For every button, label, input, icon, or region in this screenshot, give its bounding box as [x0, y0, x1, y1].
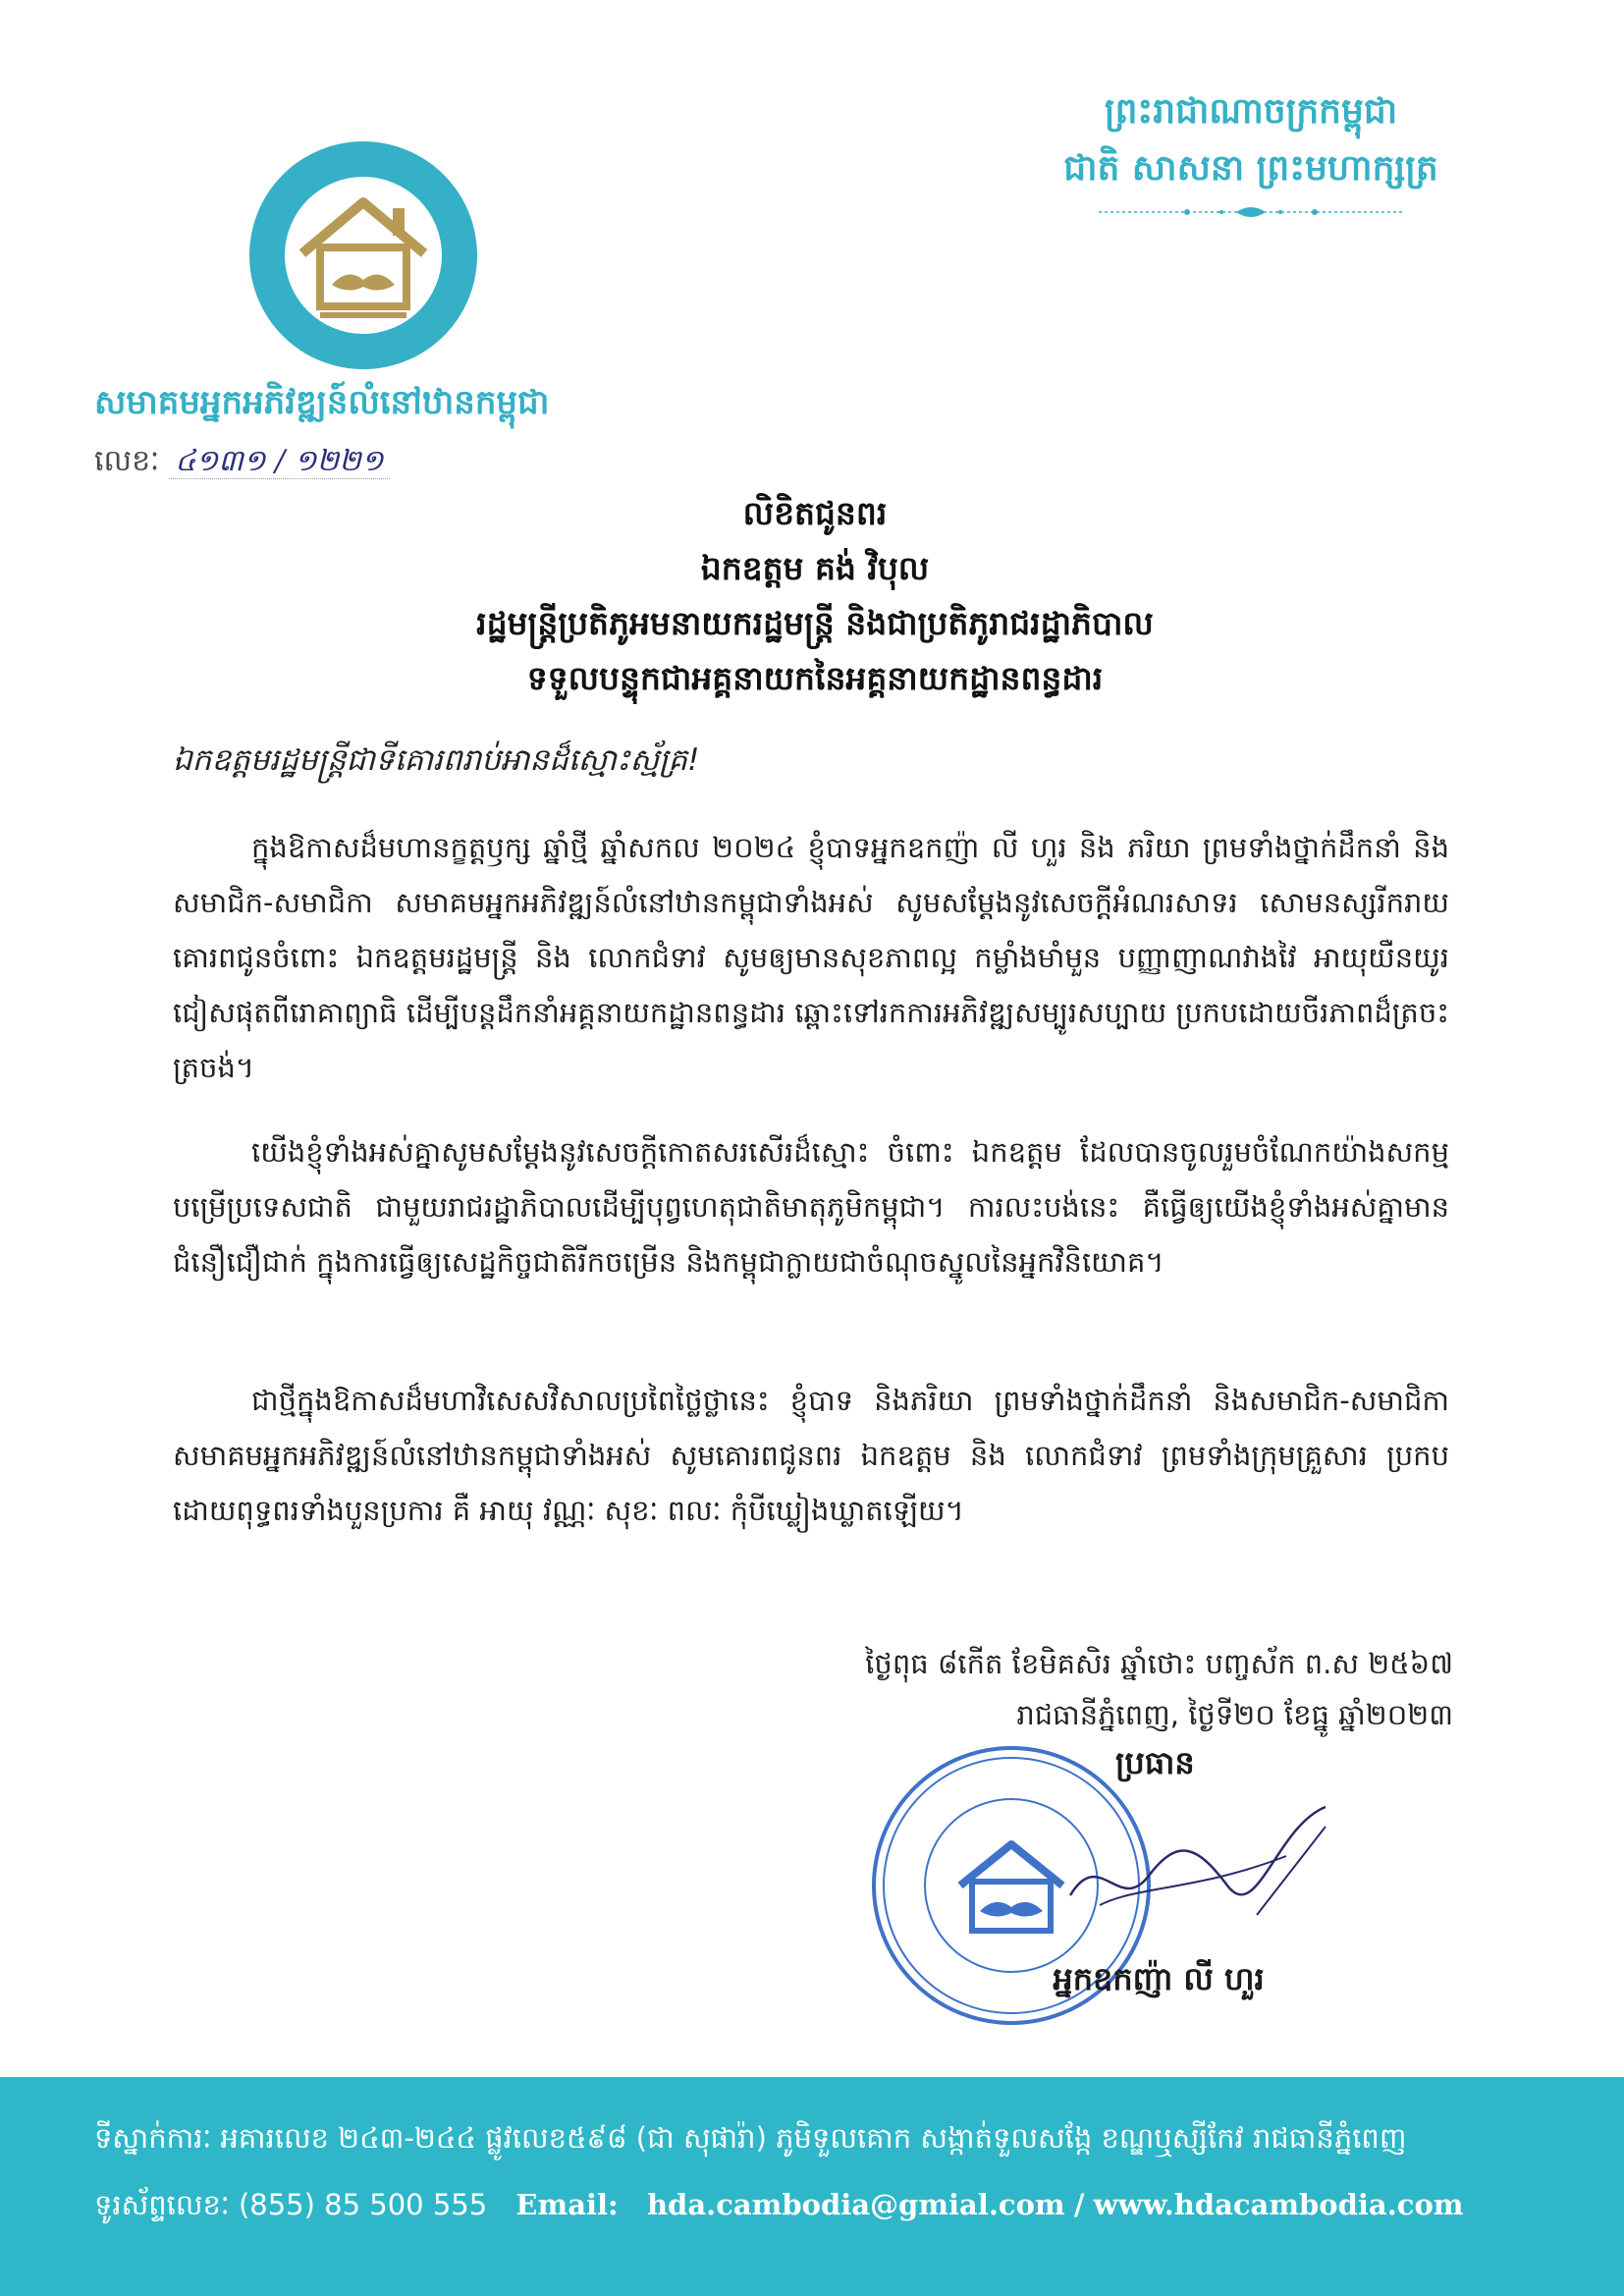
email-link[interactable]: hda.cambodia@gmial.com	[646, 2188, 1065, 2221]
paragraph-2: យើងខ្ញុំទាំងអស់គ្នាសូមសម្តែងនូវសេចក្តីកោតសរសើរដ៏ស្មោះ ចំពោះ ឯកឧត្តម ដែលបានចូលរួមចំណែកយ៉ាងសកម្មបម្រើប្រទេសជាតិ ជាមួយរាជរដ្ឋាភិបាលដើម្បីបុព្វហេតុជាតិមាតុភូមិកម្ពុជា។ ការលះបង់នេះ គឺធ្វើឲ្យយើងខ្ញុំទាំងអស់គ្នាមានជំនឿជឿជាក់ ក្នុងការធ្វើឲ្យសេដ្ឋកិច្ចជាតិរីកចម្រើន និងកម្ពុជាក្លាយជាចំណុចស្នូលនៃអ្នកវិនិយោគ។	[173, 1135, 1449, 1279]
kingdom-line-1: ព្រះរាជាណាចក្រកម្ពុជា	[1104, 91, 1398, 132]
signatory-title: ប្រធាន	[1115, 1744, 1195, 1781]
reference-number	[94, 442, 507, 481]
signature-icon	[1060, 1787, 1335, 1935]
footer	[0, 2077, 1624, 2296]
solar-date: រាជធានីភ្នំពេញ, ថ្ងៃទី២០ ខែធ្នូ ឆ្នាំ២០២៣	[1016, 1698, 1453, 1731]
reference-label: លេខៈ	[94, 444, 160, 478]
paragraph-1: ក្នុងឱកាសដ៏មហានក្ខត្តឫក្ស ឆ្នាំថ្មី ឆ្នាំសកល ២០២៤ ខ្ញុំបាទអ្នកឧកញ៉ា លី ហួរ និង ភរិយា ព្រមទាំងថ្នាក់ដឹកនាំ និងសមាជិក-សមាជិកា សមាគមអ្នកអភិវឌ្ឍន៍លំនៅឋានកម្ពុជាទាំងអស់ សូមសម្តែងនូវសេចក្តីអំណរសាទរ សោមនស្សរីករាយ គោរពជូនចំពោះ ឯកឧត្តមរដ្ឋមន្រ្តី និង លោកជំទាវ សូមឲ្យមានសុខភាពល្អ កម្លាំងមាំមួន បញ្ញាញាណវាងវៃ អាយុយឺនយូរ ជៀសផុតពីរោគាព្យាធិ ដើម្បីបន្តដឹកនាំអគ្គនាយកដ្ឋានពន្ធដារ ឆ្ពោះទៅរកការអភិវឌ្ឍសម្បូរសប្បាយ ប្រកបដោយចីរភាពដ៏ត្រចះត្រចង់។	[173, 831, 1449, 1084]
recipient-block	[236, 486, 1394, 706]
letter-title: លិខិតជូនពរ	[742, 494, 888, 532]
recipient-position-2: ទទួលបន្ទុកជាអគ្គនាយកនៃអគ្គនាយកដ្ឋានពន្ធដារ	[526, 659, 1104, 697]
date-block	[785, 1638, 1453, 1740]
footer-separator: /	[1073, 2188, 1085, 2221]
kingdom-motto	[1045, 86, 1457, 224]
recipient-name: ឯកឧត្តម គង់ វិបុល	[700, 549, 930, 587]
association-logo-icon	[245, 137, 481, 373]
association-name: សមាគមអ្នកអភិវឌ្ឍន៍លំនៅឋានកម្ពុជា	[94, 383, 550, 422]
paragraph-3: ជាថ្មីក្នុងឱកាសដ៏មហាវិសេសវិសាលប្រពៃថ្លៃថ្លានេះ ខ្ញុំបាទ និងភរិយា ព្រមទាំងថ្នាក់ដឹកនាំ និងសមាជិក-សមាជិកា សមាគមអ្នកអភិវឌ្ឍន៍លំនៅឋានកម្ពុជាទាំងអស់ សូមគោរពជូនពរ ឯកឧត្តម និង លោកជំទាវ ព្រមទាំងក្រុមគ្រួសារ ប្រកបដោយពុទ្ធពរទាំងបួនប្រការ គឺ អាយុ វណ្ណៈ សុខៈ ពលៈ កុំបីឃ្លៀងឃ្លាតឡើយ។	[173, 1384, 1449, 1527]
email-label: Email:	[515, 2188, 619, 2221]
phone-number: (855) 85 500 555	[238, 2188, 488, 2221]
ornament-divider-icon	[1099, 204, 1403, 220]
phone-label: ទូរស័ព្ទលេខៈ	[94, 2188, 230, 2221]
footer-contact	[94, 2183, 1587, 2226]
reference-value: ៤១៣១ / ១២២១	[169, 444, 389, 479]
salutation: ឯកឧត្តមរដ្ឋមន្រ្តីជាទីគោរពរាប់អានដ៏ស្មោះស្ម័គ្រ!	[173, 742, 700, 778]
footer-address: ទីស្នាក់ការៈ អគារលេខ ២៤៣-២៤៤ ផ្លូវលេខ៥៩៨ (ជា សុផារ៉ា) ភូមិទួលគោក សង្កាត់ទួលសង្កែ ខណ្ឌឬស្សីកែវ រាជធានីភ្នំពេញ	[94, 2121, 1407, 2155]
kingdom-line-2: ជាតិ សាសនា ព្រះមហាក្សត្រ	[1063, 148, 1438, 189]
signatory-name: អ្នកឧកញ៉ា លី ហួរ	[1053, 1960, 1265, 1997]
website-link[interactable]: www.hdacambodia.com	[1093, 2188, 1464, 2221]
lunar-date: ថ្ងៃពុធ ៨កើត ខែមិគសិរ ឆ្នាំថោះ បញ្ចស័ក ព.ស ២៥៦៧	[865, 1647, 1453, 1680]
recipient-position-1: រដ្ឋមន្រ្តីប្រតិភូអមនាយករដ្ឋមន្ត្រី និងជាប្រតិភូរាជរដ្ឋាភិបាល	[476, 604, 1154, 642]
